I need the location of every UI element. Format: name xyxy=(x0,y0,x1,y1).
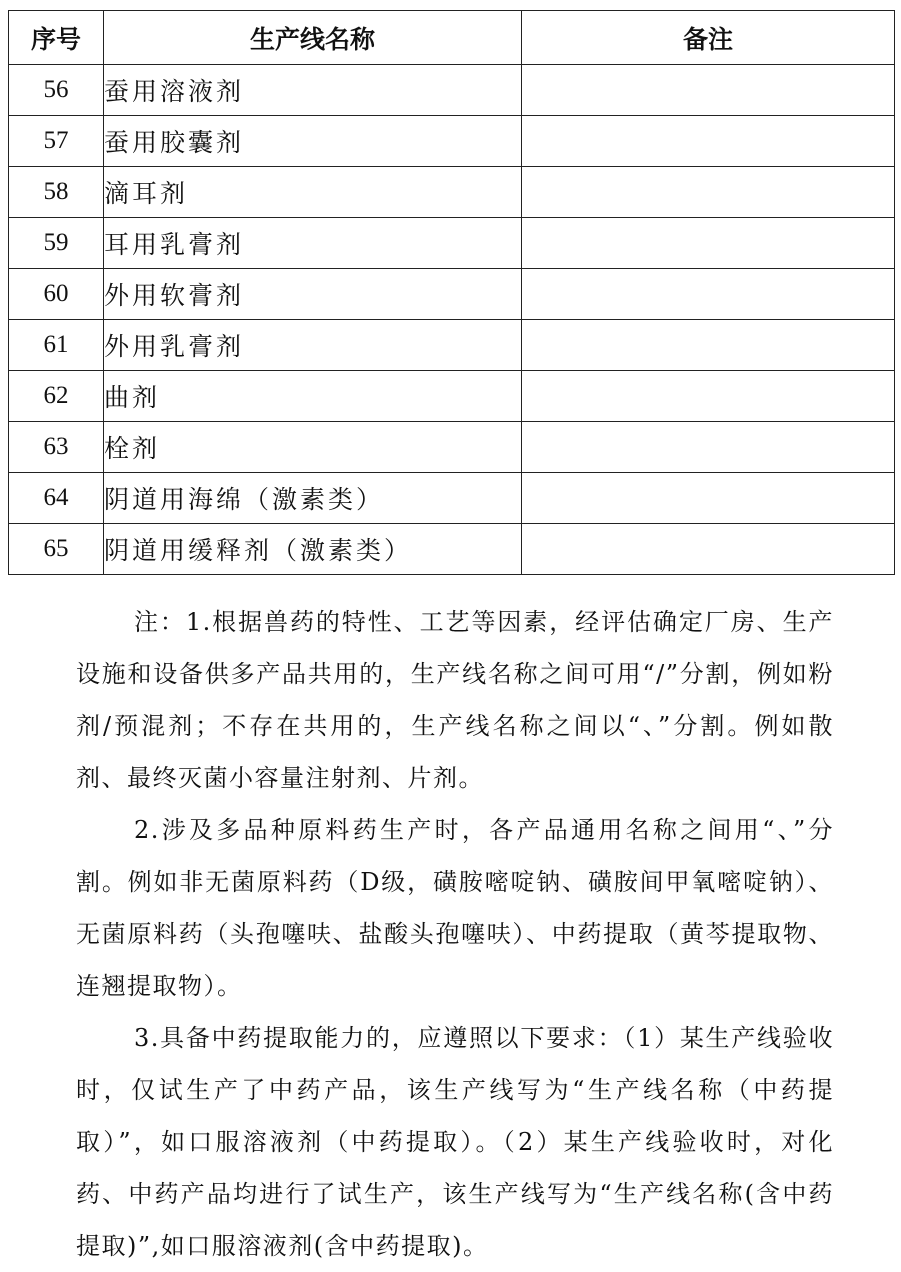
row-index: 57 xyxy=(9,116,104,167)
row-remarks xyxy=(522,116,895,167)
table-row xyxy=(9,473,895,524)
row-index: 65 xyxy=(9,524,104,575)
row-line-name: 蚕用溶液剂 xyxy=(104,65,522,116)
row-line-name: 栓剂 xyxy=(104,422,522,473)
table-row xyxy=(9,320,895,371)
row-remarks xyxy=(522,371,895,422)
table-row xyxy=(9,167,895,218)
table-row xyxy=(9,371,895,422)
row-line-name: 耳用乳膏剂 xyxy=(104,218,522,269)
row-remarks xyxy=(522,218,895,269)
table-row xyxy=(9,524,895,575)
row-index: 61 xyxy=(9,320,104,371)
row-line-name: 曲剂 xyxy=(104,371,522,422)
index-column-header: 序号 xyxy=(9,11,104,65)
notes-section xyxy=(76,596,834,1272)
note-paragraph-1: 注：1.根据兽药的特性、工艺等因素，经评估确定厂房、生产设施和设备供多产品共用的，生产线名称之间可用“/”分割，例如粉剂/预混剂；不存在共用的，生产线名称之间以“、”分割。例如散剂、最终灭菌小容量注射剂、片剂。 xyxy=(76,608,834,792)
row-remarks xyxy=(522,524,895,575)
row-line-name: 阴道用海绵（激素类） xyxy=(104,473,522,524)
row-remarks xyxy=(522,65,895,116)
table-row xyxy=(9,65,895,116)
row-remarks xyxy=(522,320,895,371)
row-remarks xyxy=(522,167,895,218)
row-index: 58 xyxy=(9,167,104,218)
row-index: 60 xyxy=(9,269,104,320)
row-remarks xyxy=(522,422,895,473)
remarks-column-header: 备注 xyxy=(522,11,895,65)
row-line-name: 外用乳膏剂 xyxy=(104,320,522,371)
name-column-header: 生产线名称 xyxy=(104,11,522,65)
row-index: 59 xyxy=(9,218,104,269)
row-line-name: 阴道用缓释剂（激素类） xyxy=(104,524,522,575)
row-index: 62 xyxy=(9,371,104,422)
note-paragraph-3: 3.具备中药提取能力的，应遵照以下要求：（1）某生产线验收时，仅试生产了中药产品，该生产线写为“生产线名称（中药提取）”，如口服溶液剂（中药提取）。（2）某生产线验收时，对化药、中药产品均进行了试生产，该生产线写为“生产线名称(含中药提取)”,如口服溶液剂(含中药提取)。 xyxy=(76,1024,834,1260)
table-row xyxy=(9,422,895,473)
row-line-name: 外用软膏剂 xyxy=(104,269,522,320)
row-index: 64 xyxy=(9,473,104,524)
table-row xyxy=(9,218,895,269)
row-index: 56 xyxy=(9,65,104,116)
row-index: 63 xyxy=(9,422,104,473)
row-remarks xyxy=(522,473,895,524)
production-line-table xyxy=(8,10,895,575)
table-header-row xyxy=(9,11,895,65)
row-line-name: 蚕用胶囊剂 xyxy=(104,116,522,167)
row-remarks xyxy=(522,269,895,320)
table-row xyxy=(9,116,895,167)
row-line-name: 滴耳剂 xyxy=(104,167,522,218)
note-paragraph-2: 2.涉及多品种原料药生产时，各产品通用名称之间用“、”分割。例如非无菌原料药（D级，磺胺嘧啶钠、磺胺间甲氧嘧啶钠）、无菌原料药（头孢噻呋、盐酸头孢噻呋）、中药提取（黄芩提取物、连翘提取物）。 xyxy=(76,816,834,1000)
table-row xyxy=(9,269,895,320)
